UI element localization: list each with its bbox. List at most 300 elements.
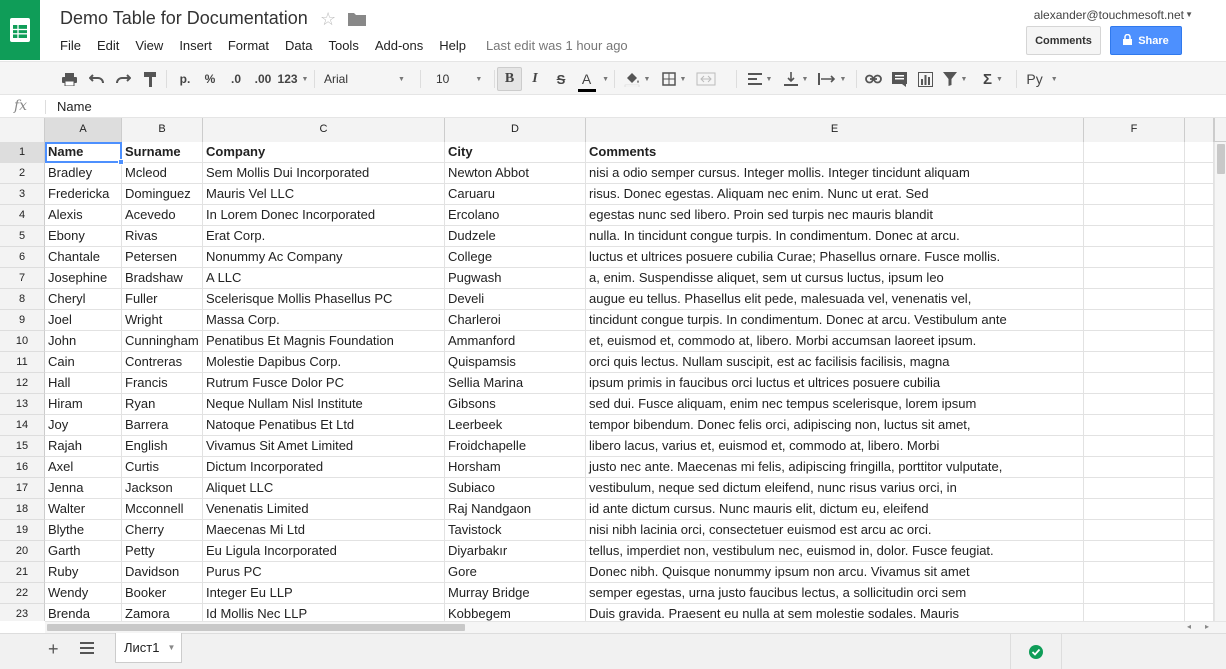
cell-empty[interactable] (1084, 499, 1185, 520)
table-row (0, 289, 1214, 310)
cell-name[interactable]: Cheryl (45, 289, 122, 310)
cell-name[interactable]: Fredericka (45, 184, 122, 205)
cell-empty[interactable] (1084, 562, 1185, 583)
cell-surname[interactable]: Ryan (122, 394, 203, 415)
cell-comments[interactable]: libero lacus, varius et, euismod et, commodo at, libero. Morbi (586, 436, 1084, 457)
cell-surname[interactable]: Mcleod (122, 163, 203, 184)
number-format-dropdown[interactable] (276, 62, 310, 96)
row-header[interactable]: 22 (0, 583, 45, 604)
cell-city[interactable]: Raj Nandgaon (445, 499, 586, 520)
text-wrapping-button[interactable] (814, 62, 850, 96)
column-header-g[interactable] (1185, 118, 1214, 142)
cell-comments[interactable]: augue eu tellus. Phasellus elit pede, malesuada vel, venenatis vel, (586, 289, 1084, 310)
cell-surname[interactable]: Francis (122, 373, 203, 394)
row-header[interactable]: 8 (0, 289, 45, 310)
borders-button[interactable] (658, 62, 690, 96)
cell-name[interactable]: Josephine (45, 268, 122, 289)
cell-comments[interactable]: risus. Donec egestas. Aliquam nec enim. Nunc ut erat. Sed (586, 184, 1084, 205)
cell-empty[interactable] (1185, 268, 1214, 289)
cell-empty[interactable] (1084, 142, 1185, 163)
cell-surname[interactable]: Surname (122, 142, 203, 163)
row-header[interactable]: 17 (0, 478, 45, 499)
cell-empty[interactable] (1185, 478, 1214, 499)
cell-company[interactable]: Mauris Vel LLC (203, 184, 445, 205)
cell-name[interactable]: Alexis (45, 205, 122, 226)
text-overflow-icon (818, 73, 836, 85)
table-row (0, 541, 1214, 562)
cell-surname[interactable]: Davidson (122, 562, 203, 583)
toolbar-separator (614, 70, 615, 88)
column-header-f[interactable]: F (1084, 118, 1185, 142)
cell-comments[interactable]: Comments (586, 142, 1084, 163)
redo-icon[interactable] (112, 62, 134, 96)
cell-empty[interactable] (1084, 604, 1185, 621)
cell-name[interactable]: Joy (45, 415, 122, 436)
cell-city[interactable]: Gibsons (445, 394, 586, 415)
formula-separator (45, 100, 46, 114)
cell-city[interactable]: Gore (445, 562, 586, 583)
insert-comment-icon[interactable] (888, 62, 910, 96)
cell-surname[interactable]: Barrera (122, 415, 203, 436)
cell-surname[interactable]: Rivas (122, 226, 203, 247)
dropdown-arrow-icon: ▼ (602, 75, 609, 83)
cell-comments[interactable]: a, enim. Suspendisse aliquet, sem ut cursus luctus, ipsum leo (586, 268, 1084, 289)
cell-empty[interactable] (1084, 478, 1185, 499)
cell-name[interactable]: Blythe (45, 520, 122, 541)
all-sheets-icon[interactable] (80, 642, 94, 657)
cell-empty[interactable] (1084, 268, 1185, 289)
scroll-left-icon[interactable]: ◂ (1187, 622, 1192, 631)
menu-format[interactable]: Format (227, 38, 269, 53)
row-header[interactable]: 19 (0, 520, 45, 541)
cell-comments[interactable]: egestas nunc sed libero. Proin sed turpis nec mauris blandit (586, 205, 1084, 226)
save-status (1010, 634, 1062, 669)
column-header-a[interactable]: A (45, 118, 122, 142)
cell-surname[interactable]: Bradshaw (122, 268, 203, 289)
row-header[interactable]: 7 (0, 268, 45, 289)
italic-button[interactable]: I (532, 71, 538, 86)
row-header[interactable]: 13 (0, 394, 45, 415)
toolbar-separator (856, 70, 857, 88)
cell-empty[interactable] (1084, 457, 1185, 478)
filter-icon (943, 72, 957, 86)
cell-empty[interactable] (1185, 583, 1214, 604)
cell-empty[interactable] (1084, 394, 1185, 415)
row-header[interactable]: 9 (0, 310, 45, 331)
formula-input[interactable]: Name (57, 99, 92, 114)
comments-button[interactable]: Comments (1026, 26, 1101, 55)
scroll-right-icon[interactable]: ▸ (1205, 622, 1210, 631)
cell-comments[interactable]: nisi nibh lacinia orci, consectetuer euismod est arcu ac orci. (586, 520, 1084, 541)
fill-color-icon (624, 71, 640, 87)
cell-city[interactable]: Dudzele (445, 226, 586, 247)
filter-button[interactable] (940, 62, 970, 96)
row-header[interactable]: 23 (0, 604, 45, 621)
cell-company[interactable]: Erat Corp. (203, 226, 445, 247)
input-tools-button[interactable] (1024, 62, 1060, 96)
currency-format-button[interactable]: p. (179, 72, 191, 86)
column-header-row (0, 118, 1214, 142)
vertical-scrollbar-thumb[interactable] (1217, 144, 1225, 174)
row-header[interactable]: 14 (0, 415, 45, 436)
menu-help[interactable]: Help (439, 38, 466, 53)
cell-empty[interactable] (1185, 247, 1214, 268)
cell-city[interactable]: Diyarbakır (445, 541, 586, 562)
menu-file[interactable]: File (60, 38, 81, 53)
cell-comments[interactable]: luctus et ultrices posuere cubilia Curae; Phasellus ornare. Fusce mollis. (586, 247, 1084, 268)
column-header-d[interactable]: D (445, 118, 586, 142)
row-header[interactable]: 3 (0, 184, 45, 205)
cell-name[interactable]: Joel (45, 310, 122, 331)
cell-company[interactable]: Id Mollis Nec LLP (203, 604, 445, 621)
row-header[interactable]: 2 (0, 163, 45, 184)
cell-surname[interactable]: Jackson (122, 478, 203, 499)
cell-surname[interactable]: Contreras (122, 352, 203, 373)
font-family-label: Arial (324, 72, 349, 86)
cell-name[interactable]: Ruby (45, 562, 122, 583)
user-email[interactable]: alexander@touchmesoft.net (1033, 8, 1184, 22)
cell-empty[interactable] (1185, 331, 1214, 352)
cell-surname[interactable]: Curtis (122, 457, 203, 478)
row-header[interactable]: 5 (0, 226, 45, 247)
cell-city[interactable]: Quispamsis (445, 352, 586, 373)
cell-city[interactable]: Ercolano (445, 205, 586, 226)
account-dropdown-icon[interactable]: ▼ (1185, 10, 1193, 19)
cell-empty[interactable] (1084, 331, 1185, 352)
cell-comments[interactable]: id ante dictum cursus. Nunc mauris elit, dictum eu, eleifend (586, 499, 1084, 520)
cell-empty[interactable] (1084, 352, 1185, 373)
cell-company[interactable]: Massa Corp. (203, 310, 445, 331)
sheets-logo-icon[interactable] (0, 0, 40, 60)
cell-name[interactable]: Chantale (45, 247, 122, 268)
dropdown-arrow-icon: ▼ (398, 75, 405, 83)
cell-company[interactable]: Scelerisque Mollis Phasellus PC (203, 289, 445, 310)
cell-name[interactable]: John (45, 331, 122, 352)
cell-comments[interactable]: justo nec ante. Maecenas mi felis, adipiscing fringilla, porttitor vulputate, (586, 457, 1084, 478)
cell-empty[interactable] (1084, 415, 1185, 436)
cell-company[interactable]: Venenatis Limited (203, 499, 445, 520)
formula-bar (0, 96, 1226, 118)
row-header[interactable]: 18 (0, 499, 45, 520)
cell-city[interactable]: Froidchapelle (445, 436, 586, 457)
cell-name[interactable]: Walter (45, 499, 122, 520)
cell-name[interactable]: Brenda (45, 604, 122, 621)
font-size-dropdown[interactable] (436, 62, 490, 96)
cell-empty[interactable] (1185, 352, 1214, 373)
table-row (0, 268, 1214, 289)
cell-name[interactable]: Garth (45, 541, 122, 562)
cell-company[interactable]: Rutrum Fusce Dolor PC (203, 373, 445, 394)
cell-surname[interactable]: Fuller (122, 289, 203, 310)
sheet-tab-1[interactable] (115, 633, 182, 663)
cell-company[interactable]: Penatibus Et Magnis Foundation (203, 331, 445, 352)
last-edit-link[interactable]: Last edit was 1 hour ago (486, 38, 628, 53)
text-color-button[interactable] (575, 62, 609, 96)
cell-city[interactable]: Charleroi (445, 310, 586, 331)
row-header[interactable]: 20 (0, 541, 45, 562)
cell-company[interactable]: Purus PC (203, 562, 445, 583)
cell-comments[interactable]: orci quis lectus. Nullam suscipit, est ac facilisis facilisis, magna (586, 352, 1084, 373)
cell-empty[interactable] (1084, 436, 1185, 457)
cell-empty[interactable] (1185, 394, 1214, 415)
table-row (0, 415, 1214, 436)
cell-company[interactable]: In Lorem Donec Incorporated (203, 205, 445, 226)
cell-comments[interactable]: et, euismod et, commodo at, libero. Morbi accumsan laoreet ipsum. (586, 331, 1084, 352)
row-header[interactable]: 15 (0, 436, 45, 457)
cell-empty[interactable] (1185, 499, 1214, 520)
cell-company[interactable]: Eu Ligula Incorporated (203, 541, 445, 562)
cell-company[interactable]: Integer Eu LLP (203, 583, 445, 604)
table-row (0, 184, 1214, 205)
cell-comments[interactable]: vestibulum, neque sed dictum eleifend, nunc risus varius orci, in (586, 478, 1084, 499)
column-header-c[interactable]: C (203, 118, 445, 142)
table-row (0, 163, 1214, 184)
cell-company[interactable]: Aliquet LLC (203, 478, 445, 499)
cell-city[interactable]: Murray Bridge (445, 583, 586, 604)
cell-comments[interactable]: Duis gravida. Praesent eu nulla at sem molestie sodales. Mauris (586, 604, 1084, 621)
app-header (0, 0, 1226, 62)
insert-chart-icon[interactable] (914, 62, 936, 96)
row-header[interactable]: 6 (0, 247, 45, 268)
column-header-b[interactable]: B (122, 118, 203, 142)
row-header[interactable]: 1 (0, 142, 45, 163)
cell-company[interactable]: Vivamus Sit Amet Limited (203, 436, 445, 457)
percent-format-button[interactable]: % (204, 72, 216, 86)
cell-empty[interactable] (1185, 415, 1214, 436)
cell-city[interactable]: Sellia Marina (445, 373, 586, 394)
cell-city[interactable]: Kobbegem (445, 604, 586, 621)
cell-company[interactable]: Dictum Incorporated (203, 457, 445, 478)
dropdown-arrow-icon: ▼ (643, 75, 651, 83)
cell-empty[interactable] (1185, 142, 1214, 163)
cell-comments[interactable]: tellus, imperdiet non, vestibulum nec, euismod in, dolor. Fusce feugiat. (586, 541, 1084, 562)
cell-comments[interactable]: sed dui. Fusce aliquam, enim nec tempus scelerisque, lorem ipsum (586, 394, 1084, 415)
table-row (0, 373, 1214, 394)
cell-empty[interactable] (1084, 373, 1185, 394)
decrease-decimal-button[interactable]: .0 (230, 72, 241, 86)
cell-company[interactable]: Sem Mollis Dui Incorporated (203, 163, 445, 184)
cell-surname[interactable]: Petersen (122, 247, 203, 268)
cell-empty[interactable] (1084, 184, 1185, 205)
vertical-scrollbar[interactable] (1214, 142, 1226, 621)
cell-name[interactable]: Wendy (45, 583, 122, 604)
cell-company[interactable]: Natoque Penatibus Et Ltd (203, 415, 445, 436)
cell-surname[interactable]: Booker (122, 583, 203, 604)
insert-link-icon[interactable] (862, 62, 884, 96)
cell-empty[interactable] (1084, 520, 1185, 541)
vertical-align-button[interactable] (780, 62, 812, 96)
toolbar-separator (736, 70, 737, 88)
horizontal-align-button[interactable] (744, 62, 776, 96)
row-header[interactable]: 11 (0, 352, 45, 373)
table-row (0, 583, 1214, 604)
font-family-dropdown[interactable] (324, 62, 412, 96)
cell-surname[interactable]: Dominguez (122, 184, 203, 205)
cell-comments[interactable]: nulla. In tincidunt congue turpis. In condimentum. Donec at arcu. (586, 226, 1084, 247)
cell-city[interactable]: Caruaru (445, 184, 586, 205)
cell-name[interactable]: Cain (45, 352, 122, 373)
table-row (0, 226, 1214, 247)
menu-view[interactable]: View (135, 38, 164, 53)
saved-check-icon (1029, 645, 1043, 659)
cell-empty[interactable] (1084, 205, 1185, 226)
cell-empty[interactable] (1185, 373, 1214, 394)
cell-empty[interactable] (1185, 184, 1214, 205)
cell-comments[interactable]: nisi a odio semper cursus. Integer mollis. Integer tincidunt aliquam (586, 163, 1084, 184)
cell-name[interactable]: Hiram (45, 394, 122, 415)
row-header[interactable]: 21 (0, 562, 45, 583)
menu-edit[interactable]: Edit (96, 38, 120, 53)
increase-decimal-button[interactable]: .00 (254, 72, 272, 86)
cell-surname[interactable]: Petty (122, 541, 203, 562)
cell-surname[interactable]: Wright (122, 310, 203, 331)
cell-comments[interactable]: ipsum primis in faucibus orci luctus et ultrices posuere cubilia (586, 373, 1084, 394)
dropdown-arrow-icon: ▼ (475, 75, 483, 83)
cell-city[interactable]: Subiaco (445, 478, 586, 499)
toolbar-separator (166, 70, 167, 88)
dropdown-arrow-icon: ▼ (1050, 75, 1058, 83)
spreadsheet-grid[interactable] (0, 118, 1226, 621)
cell-company[interactable]: Molestie Dapibus Corp. (203, 352, 445, 373)
paint-format-icon[interactable] (139, 62, 161, 96)
cell-empty[interactable] (1185, 289, 1214, 310)
cell-empty[interactable] (1185, 163, 1214, 184)
text-color-glyph: A (581, 71, 592, 87)
cell-empty[interactable] (1084, 310, 1185, 331)
cell-surname[interactable]: Zamora (122, 604, 203, 621)
cell-name[interactable]: Ebony (45, 226, 122, 247)
cell-comments[interactable]: tempor bibendum. Donec felis orci, adipiscing non, luctus sit amet, (586, 415, 1084, 436)
menu-data[interactable]: Data (285, 38, 313, 53)
cell-empty[interactable] (1185, 457, 1214, 478)
table-row (0, 457, 1214, 478)
table-row (0, 247, 1214, 268)
cell-city[interactable]: Newton Abbot (445, 163, 586, 184)
cell-empty[interactable] (1084, 226, 1185, 247)
borders-icon (662, 72, 676, 86)
table-row (0, 394, 1214, 415)
row-header[interactable]: 16 (0, 457, 45, 478)
cell-city[interactable]: Tavistock (445, 520, 586, 541)
dropdown-arrow-icon: ▼ (996, 75, 1003, 83)
share-button[interactable] (1110, 26, 1182, 55)
cell-empty[interactable] (1084, 163, 1185, 184)
cell-company[interactable]: Neque Nullam Nisl Institute (203, 394, 445, 415)
table-row (0, 331, 1214, 352)
cell-surname[interactable]: Acevedo (122, 205, 203, 226)
cell-empty[interactable] (1084, 247, 1185, 268)
cell-company[interactable]: Maecenas Mi Ltd (203, 520, 445, 541)
cell-empty[interactable] (1084, 541, 1185, 562)
cell-city[interactable]: City (445, 142, 586, 163)
fill-handle[interactable] (118, 159, 124, 165)
table-row (0, 478, 1214, 499)
cell-city[interactable]: Horsham (445, 457, 586, 478)
text-color-icon (575, 71, 598, 87)
cell-company[interactable]: A LLC (203, 268, 445, 289)
horizontal-scrollbar-thumb[interactable] (47, 624, 465, 631)
horizontal-scrollbar[interactable] (45, 621, 1226, 633)
table-row (0, 499, 1214, 520)
dropdown-arrow-icon: ▼ (960, 75, 968, 83)
menu-insert[interactable]: Insert (179, 38, 212, 53)
cell-comments[interactable]: semper egestas, urna justo faucibus lectus, a sollicitudin orci sem (586, 583, 1084, 604)
merge-cells-icon[interactable] (692, 62, 720, 96)
row-header[interactable]: 10 (0, 331, 45, 352)
column-header-e[interactable]: E (586, 118, 1084, 142)
cell-empty[interactable] (1084, 583, 1185, 604)
cell-city[interactable]: College (445, 247, 586, 268)
cell-empty[interactable] (1185, 226, 1214, 247)
number-format-label: 123 (277, 72, 298, 86)
add-sheet-icon[interactable]: + (48, 639, 59, 659)
cell-empty[interactable] (1084, 289, 1185, 310)
fill-color-button[interactable] (620, 62, 654, 96)
lock-icon (1123, 34, 1132, 48)
cell-empty[interactable] (1185, 541, 1214, 562)
undo-icon[interactable] (85, 62, 107, 96)
cell-city[interactable]: Develi (445, 289, 586, 310)
row-header[interactable]: 12 (0, 373, 45, 394)
print-icon[interactable] (58, 62, 80, 96)
scrollbar-corner (1214, 118, 1226, 142)
cell-empty[interactable] (1185, 604, 1214, 621)
row-header[interactable]: 4 (0, 205, 45, 226)
folder-icon[interactable] (348, 12, 366, 29)
cell-city[interactable]: Ammanford (445, 331, 586, 352)
table-row (0, 310, 1214, 331)
dropdown-arrow-icon: ▼ (679, 75, 687, 83)
cell-name[interactable]: Rajah (45, 436, 122, 457)
cell-name[interactable]: Jenna (45, 478, 122, 499)
cell-name[interactable]: Axel (45, 457, 122, 478)
strikethrough-button[interactable]: S (556, 71, 566, 87)
cell-name[interactable]: Hall (45, 373, 122, 394)
cell-company[interactable]: Nonummy Ac Company (203, 247, 445, 268)
document-title[interactable]: Demo Table for Documentation (60, 8, 308, 28)
cell-name[interactable]: Bradley (45, 163, 122, 184)
cell-comments[interactable]: tincidunt congue turpis. In condimentum. Donec at arcu. Vestibulum ante (586, 310, 1084, 331)
cell-empty[interactable] (1185, 436, 1214, 457)
bold-button[interactable]: B (497, 67, 522, 91)
cell-surname[interactable]: Cunningham (122, 331, 203, 352)
table-row (0, 520, 1214, 541)
sheet-menu-icon[interactable]: ▼ (167, 643, 176, 652)
cell-empty[interactable] (1185, 520, 1214, 541)
toolbar-separator (1016, 70, 1017, 88)
cell-empty[interactable] (1185, 205, 1214, 226)
menu-addons[interactable]: Add-ons (374, 38, 424, 53)
sheet-tab-label: Лист1 (124, 640, 160, 655)
table-row (0, 562, 1214, 583)
cell-surname[interactable]: Cherry (122, 520, 203, 541)
functions-button[interactable] (978, 62, 1008, 96)
cell-company[interactable]: Company (203, 142, 445, 163)
menu-tools[interactable]: Tools (328, 38, 359, 53)
share-label: Share (1138, 34, 1169, 47)
cell-empty[interactable] (1185, 562, 1214, 583)
cell-empty[interactable] (1185, 310, 1214, 331)
cell-name[interactable]: Name (45, 142, 122, 163)
star-icon[interactable]: ☆ (320, 9, 337, 29)
cell-city[interactable]: Leerbeek (445, 415, 586, 436)
table-row (0, 604, 1214, 621)
cell-surname[interactable]: Mcconnell (122, 499, 203, 520)
cell-comments[interactable]: Donec nibh. Quisque nonummy ipsum non arcu. Vivamus sit amet (586, 562, 1084, 583)
cell-surname[interactable]: English (122, 436, 203, 457)
cell-city[interactable]: Pugwash (445, 268, 586, 289)
select-all-corner[interactable] (0, 118, 45, 142)
